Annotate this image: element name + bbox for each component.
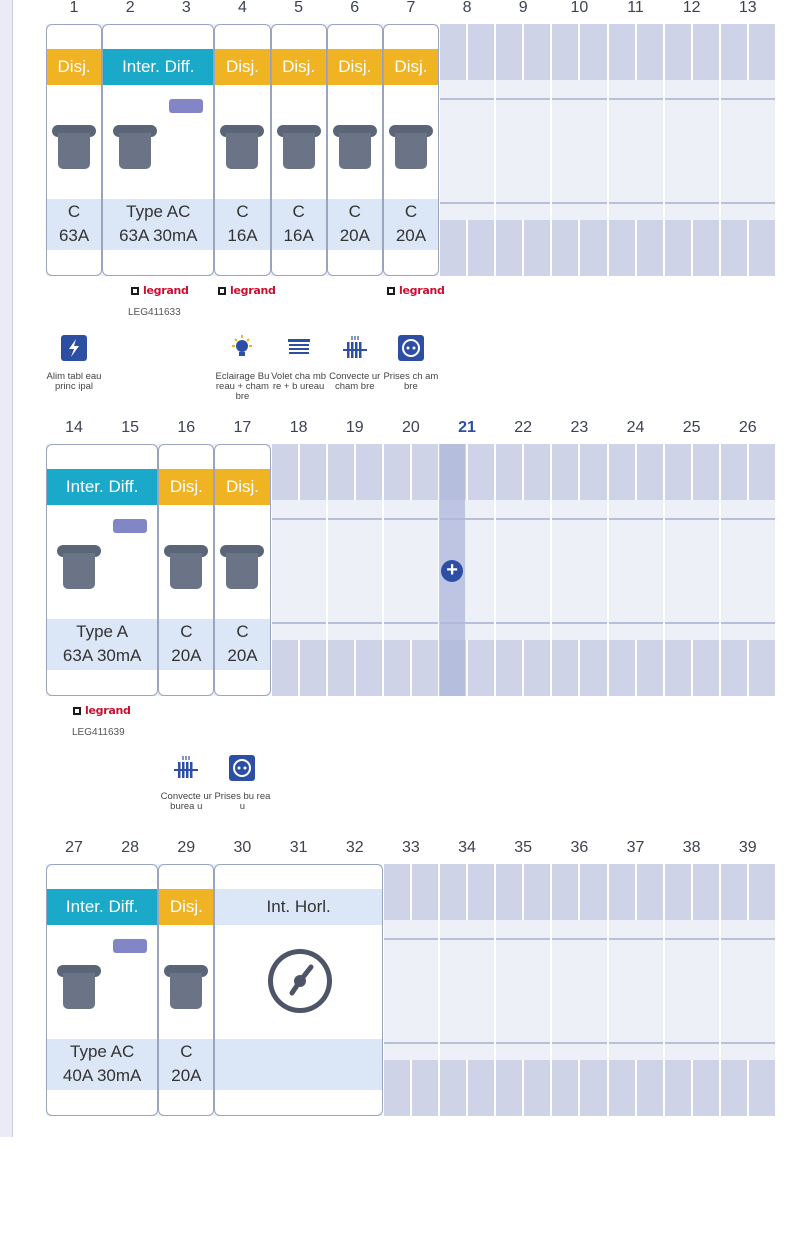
module-rating: 63A (58, 226, 90, 245)
product-reference: LEG411633 (128, 307, 181, 318)
module-spec (384, 199, 438, 250)
clock-icon (264, 945, 336, 1022)
radiator-icon (341, 334, 369, 362)
breaker-module[interactable] (383, 24, 439, 276)
slot-number: 38 (682, 839, 701, 856)
slot-divider (494, 864, 496, 1116)
slot-divider (550, 24, 552, 276)
breaker-handle[interactable] (57, 965, 101, 977)
circuit-label: Volet cha mbre + b ureau (271, 371, 327, 392)
breaker-module[interactable] (271, 24, 327, 276)
slot-divider (438, 864, 440, 1116)
slot-divider (494, 444, 496, 696)
breaker-module[interactable] (158, 864, 214, 1116)
slot-subdivider (466, 24, 468, 80)
slot-number: 21 (458, 419, 476, 436)
slot-subdivider (522, 24, 524, 80)
slot-divider (719, 864, 721, 1116)
slot-number: 8 (462, 0, 472, 16)
slot-subdivider (691, 220, 693, 276)
slot-number: 30 (233, 839, 252, 856)
timer-switch-module[interactable] (214, 864, 382, 1116)
slot-number: 5 (294, 0, 304, 16)
circuit-label: Convecte ur burea u (160, 791, 212, 812)
module-spec (215, 1039, 381, 1090)
slot-subdivider (578, 1060, 580, 1116)
slot-subdivider (747, 24, 749, 80)
module-spec (159, 619, 213, 670)
slot-subdivider (747, 640, 749, 696)
slot-subdivider (522, 444, 524, 500)
module-curve: C (67, 202, 81, 221)
radiator-icon (172, 754, 200, 782)
socket-icon (228, 754, 256, 782)
module-spec (47, 199, 101, 250)
breaker-module[interactable] (214, 444, 270, 696)
module-curve: Type AC (126, 202, 191, 221)
rail-line (383, 1042, 776, 1044)
slot-subdivider (466, 864, 468, 920)
slot-subdivider (410, 864, 412, 920)
socket-icon (397, 334, 425, 362)
slot-number: 20 (401, 419, 420, 436)
module-rating: 20A (227, 646, 258, 665)
module-spec (215, 619, 269, 670)
slot-number: 32 (345, 839, 364, 856)
breaker-module[interactable] (327, 24, 383, 276)
slot-subdivider (410, 640, 412, 696)
module-curve: C (180, 622, 193, 641)
differential-switch-module[interactable] (46, 444, 158, 696)
module-curve: C (292, 202, 305, 221)
slot-number: 19 (345, 419, 364, 436)
circuit-label: Alim tabl eau princ ipal (46, 371, 102, 392)
slot-divider (663, 864, 665, 1116)
slot-number: 2 (125, 0, 135, 16)
module-rating: 20A (171, 1066, 202, 1085)
module-rating: 20A (395, 226, 427, 245)
module-curve: C (236, 622, 249, 641)
slot-divider (494, 24, 496, 276)
slot-number: 23 (570, 419, 589, 436)
breaker-handle[interactable] (277, 125, 321, 137)
breaker-handle[interactable] (333, 125, 377, 137)
slot-subdivider (691, 640, 693, 696)
module-spec (215, 199, 269, 250)
slot-subdivider (635, 220, 637, 276)
breaker-handle[interactable] (389, 125, 433, 137)
slot-subdivider (466, 1060, 468, 1116)
slot-subdivider (410, 444, 412, 500)
module-rating: 63A 30mA (119, 226, 198, 245)
test-button[interactable] (113, 939, 147, 953)
module-curve: C (348, 202, 361, 221)
slot-divider (607, 24, 609, 276)
breaker-handle[interactable] (220, 545, 264, 557)
slot-divider (719, 24, 721, 276)
breaker-handle[interactable] (113, 125, 157, 137)
module-type-label: Inter. Diff. (103, 49, 213, 85)
module-type-label: Disj. (159, 889, 213, 925)
panel-row (46, 840, 776, 1260)
breaker-module[interactable] (158, 444, 214, 696)
slot-divider (775, 864, 777, 1116)
slot-subdivider (466, 220, 468, 276)
slot-subdivider (466, 640, 468, 696)
slot-subdivider (635, 1060, 637, 1116)
slot-subdivider (466, 444, 468, 500)
slot-subdivider (522, 1060, 524, 1116)
rail-line (383, 938, 776, 940)
slot-divider (550, 864, 552, 1116)
slot-divider (775, 444, 777, 696)
slot-subdivider (578, 864, 580, 920)
slot-number: 36 (570, 839, 589, 856)
panel-row (46, 420, 776, 840)
slot-subdivider (635, 864, 637, 920)
slot-number: 26 (738, 419, 757, 436)
slot-subdivider (578, 640, 580, 696)
slot-divider (382, 444, 384, 696)
slot-number: 6 (350, 0, 360, 16)
module-curve: C (236, 202, 249, 221)
slot-number: 31 (289, 839, 308, 856)
slot-number: 17 (233, 419, 252, 436)
module-rating: 20A (339, 226, 370, 245)
panel-left-edge (0, 0, 13, 1137)
module-type-label: Disj. (384, 49, 438, 85)
module-type-label: Disj. (328, 49, 382, 85)
slot-subdivider (354, 444, 356, 500)
slot-subdivider (747, 220, 749, 276)
slot-subdivider (522, 220, 524, 276)
module-spec (328, 199, 382, 250)
breaker-handle[interactable] (164, 965, 208, 977)
module-curve: Type AC (70, 1042, 135, 1061)
module-rating: 63A 30mA (62, 646, 142, 665)
slot-subdivider (747, 864, 749, 920)
slot-subdivider (298, 640, 300, 696)
slot-number: 12 (682, 0, 701, 16)
module-rating: 20A (171, 646, 202, 665)
slot-number: 10 (570, 0, 589, 16)
slot-subdivider (522, 864, 524, 920)
brand-logo: legrand (387, 284, 445, 297)
slot-subdivider (691, 864, 693, 920)
slot-subdivider (691, 24, 693, 80)
slot-divider (550, 444, 552, 696)
slot-number: 24 (626, 419, 645, 436)
roller-shutter-icon (285, 334, 313, 362)
module-rating: 16A (227, 226, 258, 245)
slot-number: 13 (738, 0, 757, 16)
slot-subdivider (691, 1060, 693, 1116)
slot-subdivider (747, 1060, 749, 1116)
slot-subdivider (747, 444, 749, 500)
module-type-label: Disj. (215, 49, 269, 85)
circuit-label: Eclairage Bureau + chambre (215, 371, 270, 402)
power-supply-icon (60, 334, 88, 362)
brand-logo: legrand (218, 284, 276, 297)
slot-number: 15 (121, 419, 140, 436)
slot-number: 27 (65, 839, 83, 856)
circuit-label: Convecte ur cham bre (329, 371, 381, 392)
slot-divider (775, 24, 777, 276)
slot-number: 35 (514, 839, 533, 856)
module-type-label: Disj. (47, 49, 101, 85)
rail-line (271, 518, 776, 520)
differential-switch-module[interactable] (102, 24, 214, 276)
slot-number: 9 (518, 0, 528, 16)
slot-number: 29 (177, 839, 196, 856)
module-rating: 16A (283, 226, 314, 245)
module-curve: C (180, 1042, 193, 1061)
slot-number: 22 (514, 419, 533, 436)
slot-subdivider (522, 640, 524, 696)
slot-number: 33 (401, 839, 420, 856)
light-bulb-icon (228, 334, 256, 362)
differential-switch-module[interactable] (46, 864, 158, 1116)
breaker-handle[interactable] (220, 125, 264, 137)
slot-subdivider (578, 220, 580, 276)
slot-subdivider (578, 444, 580, 500)
add-module-button[interactable]: + (441, 560, 463, 582)
slot-number: 4 (237, 0, 247, 16)
circuit-label: Prises ch ambre (383, 371, 439, 392)
circuit-label: Prises bu reau (214, 791, 271, 812)
slot-number: 34 (458, 839, 476, 856)
module-rating: 40A 30mA (62, 1066, 142, 1085)
slot-subdivider (410, 1060, 412, 1116)
test-button[interactable] (113, 519, 147, 533)
rail-line (271, 622, 776, 624)
breaker-module[interactable] (214, 24, 270, 276)
slot-divider (326, 444, 328, 696)
slot-subdivider (635, 640, 637, 696)
test-button[interactable] (169, 99, 203, 113)
brand-logo: legrand (73, 704, 131, 717)
module-type-label: Disj. (215, 469, 269, 505)
slot-subdivider (578, 24, 580, 80)
slot-number: 11 (627, 0, 644, 16)
slot-number: 16 (177, 419, 196, 436)
slot-number: 37 (626, 839, 645, 856)
slot-number: 14 (65, 419, 83, 436)
slot-number: 1 (69, 0, 79, 16)
module-type-label: Inter. Diff. (47, 889, 157, 925)
slot-number: 7 (406, 0, 416, 16)
breaker-module[interactable] (46, 24, 102, 276)
slot-divider (663, 24, 665, 276)
slot-subdivider (635, 444, 637, 500)
breaker-handle[interactable] (57, 545, 101, 557)
slot-divider (663, 444, 665, 696)
slot-subdivider (635, 24, 637, 80)
module-spec (103, 199, 213, 250)
module-spec (159, 1039, 213, 1090)
module-spec (272, 199, 326, 250)
slot-subdivider (691, 444, 693, 500)
module-type-label: Int. Horl. (215, 889, 381, 925)
product-reference: LEG411639 (72, 727, 125, 738)
slot-number: 28 (121, 839, 140, 856)
breaker-handle[interactable] (164, 545, 208, 557)
slot-number: 39 (738, 839, 757, 856)
module-type-label: Disj. (159, 469, 213, 505)
module-spec (47, 619, 157, 670)
module-type-label: Disj. (272, 49, 326, 85)
slot-number: 25 (682, 419, 701, 436)
slot-subdivider (298, 444, 300, 500)
brand-logo: legrand (131, 284, 189, 297)
module-curve: Type A (76, 622, 129, 641)
slot-number: 18 (289, 419, 308, 436)
breaker-handle[interactable] (52, 125, 96, 137)
slot-number: 3 (181, 0, 191, 16)
slot-divider (607, 864, 609, 1116)
slot-divider (719, 444, 721, 696)
module-curve: C (404, 202, 418, 221)
slot-divider (607, 444, 609, 696)
module-type-label: Inter. Diff. (47, 469, 157, 505)
slot-subdivider (354, 640, 356, 696)
module-spec (47, 1039, 157, 1090)
